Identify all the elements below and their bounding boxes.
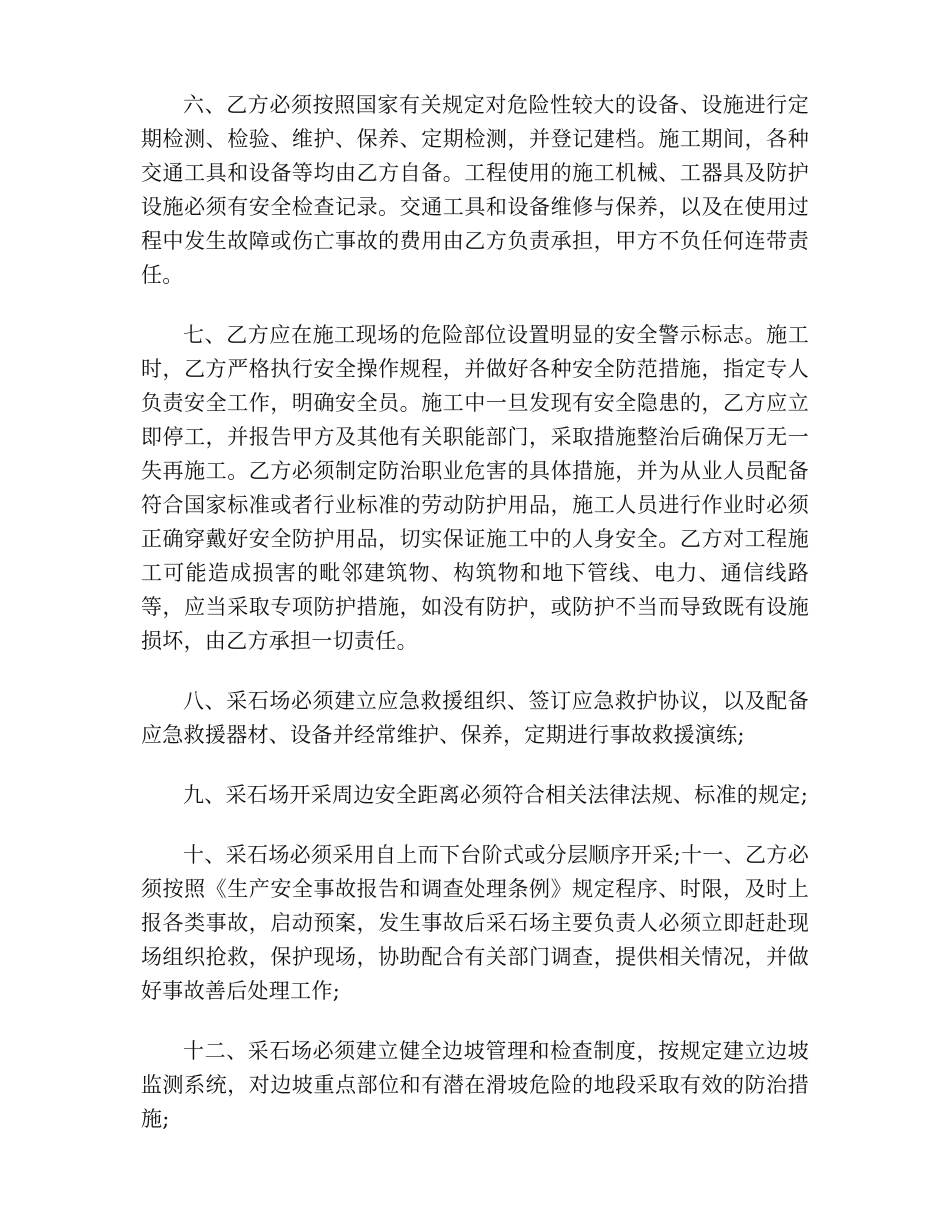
paragraph-9: 九、采石场开采周边安全距离必须符合相关法律法规、标准的规定;	[183, 783, 809, 807]
paragraph-7: 七、乙方应在施工现场的危险部位设置明显的安全警示标志。施工时，乙方严格执行安全操作规程，并做好各种安全防范措施，指定专人负责安全工作，明确安全员。施工中一旦发现有安全隐患的，乙方应立即停工，并报告甲方及其他有关职能部门，采取措施整治后确保万无一失再施工。乙方必须制定防治职业危害的具体措施，并为从业人员配备符合国家标准或者行业标准的劳动防护用品，施工人员进行作业时必须正确穿戴好安全防护用品，切实保证施工中的人身安全。乙方对工程施工可能造成损害的毗邻建筑物、构筑物和地下管线、电力、通信线路等，应当采取专项防护措施，如没有防护，或防护不当而导致既有设施损坏，由乙方承担一切责任。	[141, 323, 809, 653]
paragraph-12: 十二、采石场必须建立健全边坡管理和检查制度，按规定建立边坡监测系统，对边坡重点部位和有潜在滑坡危险的地段采取有效的防治措施;	[141, 1039, 809, 1131]
paragraph-10-11: 十、采石场必须采用自上而下台阶式或分层顺序开采;十一、乙方必须按照《生产安全事故报告和调查处理条例》规定程序、时限，及时上报各类事故，启动预案，发生事故后采石场主要负责人必须立即赶赴现场组织抢救，保护现场，协助配合有关部门调查，提供相关情况，并做好事故善后处理工作;	[141, 843, 809, 1003]
document-body	[141, 88, 809, 1162]
paragraph-6: 六、乙方必须按照国家有关规定对危险性较大的设备、设施进行定期检测、检验、维护、保养、定期检测，并登记建档。施工期间，各种交通工具和设备等均由乙方自备。工程使用的施工机械、工器具及防护设施必须有安全检查记录。交通工具和设备维修与保养，以及在使用过程中发生故障或伤亡事故的费用由乙方负责承担，甲方不负任何连带责任。	[141, 93, 809, 287]
paragraph-8: 八、采石场必须建立应急救援组织、签订应急救护协议，以及配备应急救援器材、设备并经常维护、保养，定期进行事故救援演练;	[141, 689, 809, 747]
